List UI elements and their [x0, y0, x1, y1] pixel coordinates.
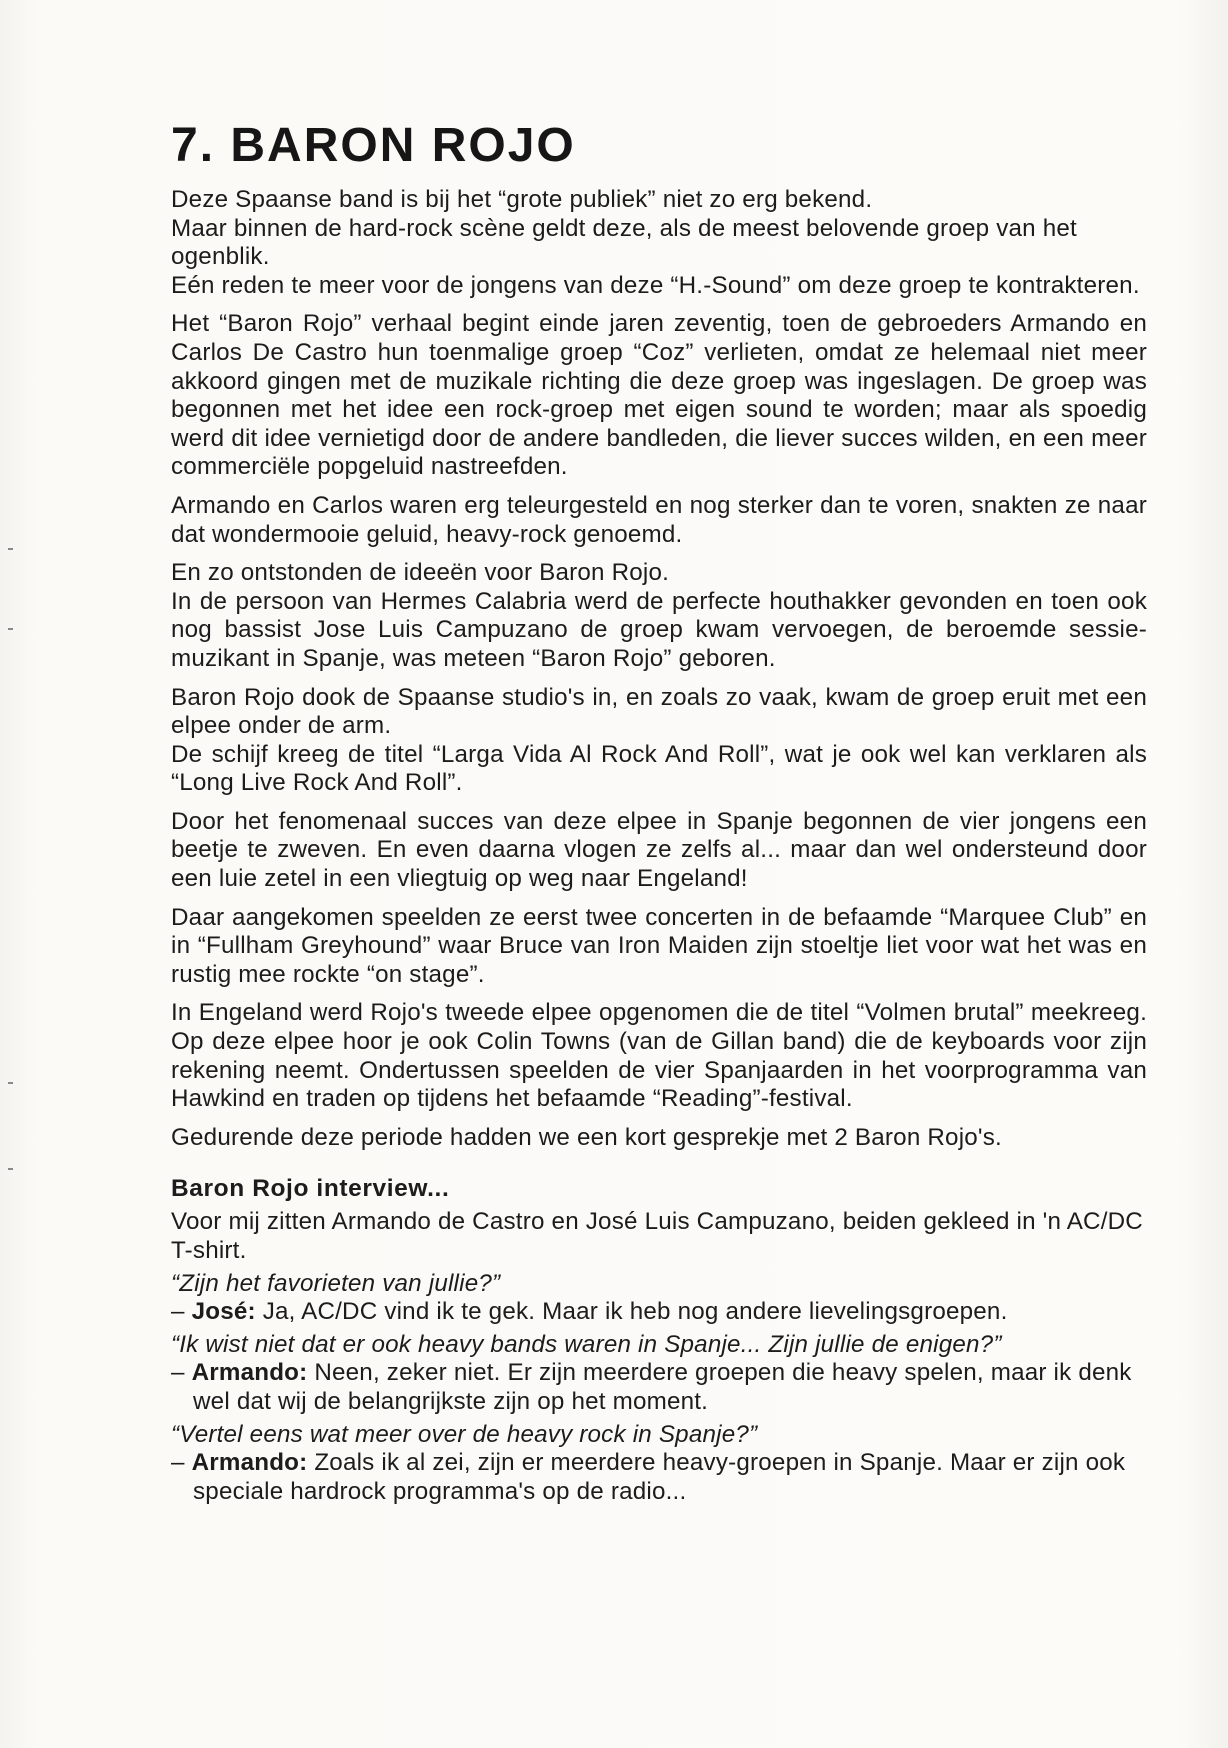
intro-paragraph [171, 186, 1147, 300]
interview-question: “Vertel eens wat meer over de heavy rock in Spanje?” [171, 1420, 758, 1448]
article-paragraph: In Engeland werd Rojo's tweede elpee opgenomen die de titel “Volmen brutal” meekreeg. Op deze elpee hoor je ook Colin Towns (van de Gillan band) die de keyboards voor zijn rekening neemt. Ondertussen speelden de vier Spanjaarden in het voorprogramma van Hawkind en traden op tijdens het befaamde “Reading”-festival. [171, 999, 1147, 1113]
article-paragraph: En zo ontstonden de ideeën voor Baron Rojo. In de persoon van Hermes Calabria werd de perfecte houthakker gevonden en toen ook nog bassist Jose Luis Campuzano de groep kwam vervoegen, de beroemde sessie-muzikant in Spanje, was meteen “Baron Rojo” geboren. [171, 559, 1147, 672]
interview-intro: Voor mij zitten Armando de Castro en José Luis Campuzano, beiden gekleed in 'n AC/DC T-shirt. [171, 1208, 1143, 1264]
answer-text: Neen, zeker niet. Er zijn meerdere groepen die heavy spelen, maar ik denk wel dat wij de belangrijkste zijn op het moment. [193, 1359, 1132, 1415]
interview-item [171, 1331, 1147, 1417]
interview-item [171, 1421, 1147, 1507]
interview-heading: Baron Rojo interview... [171, 1175, 450, 1203]
interview-answer: – José: Ja, AC/DC vind ik te gek. Maar ik heb nog andere lievelingsgroepen. [171, 1298, 1008, 1326]
interview-answer: – Armando: Neen, zeker niet. Er zijn meerdere groepen die heavy spelen, maar ik denk wel dat wij de belangrijkste zijn op het moment. [171, 1359, 1132, 1415]
article-title: 7. BARON ROJO [171, 119, 576, 172]
article-paragraph: Daar aangekomen speelden ze eerst twee concerten in de befaamde “Marquee Club” en in “Fullham Greyhound” waar Bruce van Iron Maiden zijn stoeltje liet voor wat het was en rustig mee rockte “on stage”. [171, 903, 1147, 988]
article-paragraph: Door het fenomenaal succes van deze elpee in Spanje begonnen de vier jongens een beetje te zweven. En even daarna vlogen ze zelfs al... maar dan wel ondersteund door een luie zetel in een vliegtuig op weg naar Engeland! [171, 807, 1147, 893]
intro-line: Eén reden te meer voor de jongens van deze “H.-Sound” om deze groep te kontrakteren. [171, 271, 1140, 299]
interview-item [171, 1270, 1147, 1327]
margin-mark [8, 1168, 13, 1170]
article-body [171, 118, 1147, 1510]
interview-question: “Ik wist niet dat er ook heavy bands waren in Spanje... Zijn jullie de enigen?” [171, 1330, 1002, 1358]
interview-answer: – Armando: Zoals ik al zei, zijn er meerdere heavy-groepen in Spanje. Maar er zijn ook speciale hardrock programma's op de radio... [171, 1449, 1126, 1505]
answer-text: Zoals ik al zei, zijn er meerdere heavy-groepen in Spanje. Maar er zijn ook speciale hardrock programma's op de radio... [193, 1449, 1126, 1505]
interview-question: “Zijn het favorieten van jullie?” [171, 1269, 501, 1297]
answer-text: Ja, AC/DC vind ik te gek. Maar ik heb nog andere lievelingsgroepen. [262, 1298, 1008, 1326]
intro-line: Maar binnen de hard-rock scène geldt deze, als de meest belovende groep van het ogenblik. [171, 214, 1077, 271]
article-paragraph: Armando en Carlos waren erg teleurgesteld en nog sterker dan te voren, snakten ze naar dat wondermooie geluid, heavy-rock genoemd. [171, 491, 1147, 548]
speaker-name: Armando: [191, 1359, 308, 1387]
article-paragraph: Baron Rojo dook de Spaanse studio's in, en zoals zo vaak, kwam de groep eruit met een elpee onder de arm. De schijf kreeg de titel “Larga Vida Al Rock And Roll”, wat je ook wel kan verklaren als “Long Live Rock And Roll”. [171, 683, 1147, 797]
margin-mark [8, 548, 13, 550]
margin-mark [8, 1082, 13, 1084]
margin-mark [8, 628, 13, 630]
article-paragraph: Gedurende deze periode hadden we een kort gesprekje met 2 Baron Rojo's. [171, 1123, 1002, 1151]
article-paragraph: Het “Baron Rojo” verhaal begint einde jaren zeventig, toen de gebroeders Armando en Carlos De Castro hun toenmalige groep “Coz” verlieten, omdat ze helemaal niet meer akkoord gingen met de muzikale richting die deze groep was ingeslagen. De groep was begonnen met het idee een rock-groep met eigen sound te worden; maar als spoedig werd dit idee vernietigd door de andere bandleden, die liever succes wilden, en een meer commerciële popgeluid nastreefden. [171, 310, 1147, 481]
speaker-name: José: [191, 1298, 256, 1326]
speaker-name: Armando: [191, 1449, 308, 1477]
intro-line: Deze Spaanse band is bij het “grote publiek” niet zo erg bekend. [171, 186, 873, 213]
